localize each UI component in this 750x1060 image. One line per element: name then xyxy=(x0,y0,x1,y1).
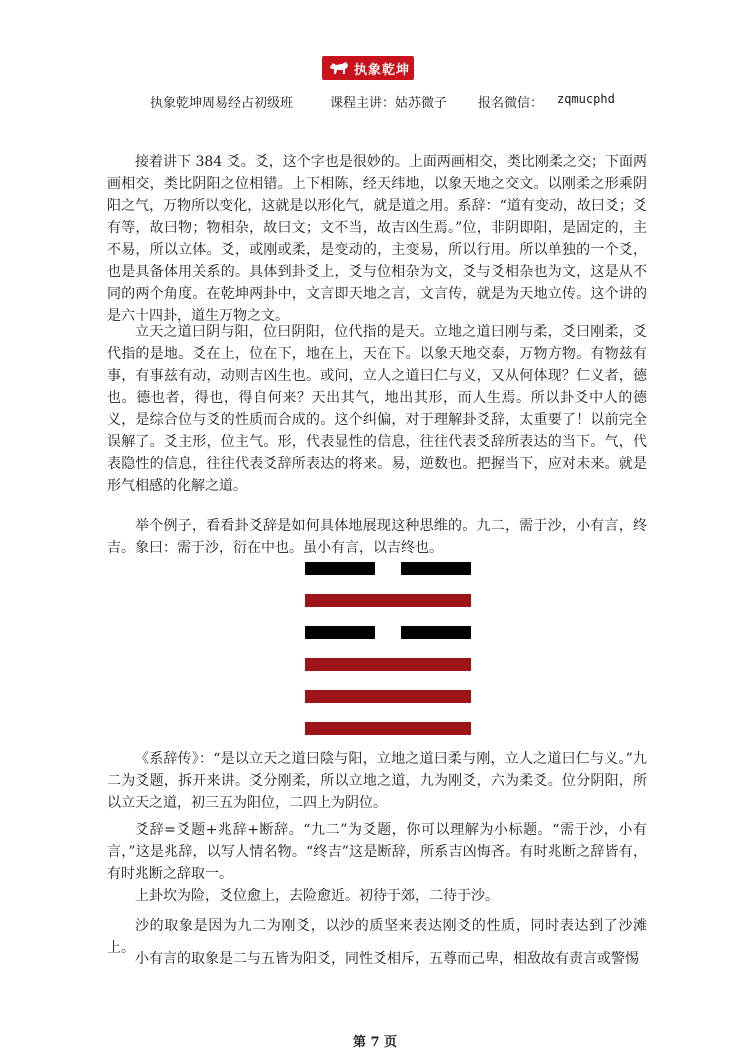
paragraph-2: 立天之道曰阴与阳，位曰阴阳，位代指的是天。立地之道曰刚与柔，爻曰刚柔，爻代指的是地。爻在上，位在下，地在上，天在下。以象天地交泰，万物方物。有物兹有事，有事兹有动，动则吉凶生也。或问，立人之道曰仁与义，又从何体现？仁义者，德也。德也者，得也，得自何来？天出其气，地出其形，而人生焉。所以卦爻中人的德义，是综合位与爻的性质而合成的。这个纠偏，对于理解卦爻辞，太重要了！以前完全误解了。爻主形，位主气。形，代表显性的信息，往往代表爻辞所表达的当下。气，代表隐性的信息，往往代表爻辞所表达的将来。易，逆数也。把握当下，应对未来。就是形气相感的化解之道。 xyxy=(107,324,647,494)
wechat-id: zqmucphd xyxy=(557,92,615,106)
paragraph-6: 上卦坎为险，爻位愈上，去险愈近。初待于郊，二待于沙。 xyxy=(135,888,499,904)
page-number: 第 7 页 xyxy=(352,1035,398,1050)
teacher-label: 课程主讲：姑苏微子 xyxy=(330,96,448,111)
logo-text: 执象乾坤 xyxy=(354,62,411,78)
hexagram-line-5-yang xyxy=(305,690,471,703)
paragraph-8: 小有言的取象是二与五皆为阳爻，同性爻相斥，五尊而己卑，相敌故有责言或警惕 xyxy=(135,951,639,967)
hexagram-line-2-yang xyxy=(305,594,471,607)
brand-logo xyxy=(322,56,414,80)
paragraph-5: 爻辞=爻题+兆辞+断辞。“九二”为爻题，你可以理解为小标题。“需于沙，小有言，”这是兆辞，以写人情名物。“终吉”这是断辞，所系吉凶悔吝。有时兆断之辞皆有，有时兆断之辞取一。 xyxy=(107,822,647,882)
page-header xyxy=(0,92,750,110)
hexagram-line-6-yang xyxy=(305,722,471,735)
course-title: 执象乾坤周易经占初级班 xyxy=(150,96,294,111)
paragraph-1: 接着讲下 384 爻。爻，这个字也是很妙的。上面两画相交，类比刚柔之交；下面两画相交，类比阴阳之位相错。上下相陈，经天纬地，以象天地之交文。以刚柔之形乘阴阳之气，万物所以变化，这就是以形化气，就是道之用。系辞：“道有变动，故曰爻；爻有等，故曰物；物相杂，故曰文；文不当，故吉凶生焉。”位，非阴即阳，是固定的，主不易，所以立体。爻，或刚或柔，是变动的，主变易，所以行用。所以单独的一个爻，也是具备体用关系的。具体到卦爻上，爻与位相杂为文，爻与爻相杂也为文，这是从不同的两个角度。在乾坤两卦中，文言即天地之言，文言传，就是为天地立传。这个讲的是六十四卦，道生万物之文。 xyxy=(107,154,647,324)
yin-segment-right xyxy=(401,626,471,639)
wechat-label: 报名微信： xyxy=(478,96,544,111)
paragraph-7: 沙的取象是因为九二为刚爻，以沙的质坚来表达刚爻的性质，同时表达到了沙滩上。 xyxy=(107,918,647,956)
paragraph-4: 《系辞传》：“是以立天之道曰陰与阳，立地之道曰柔与刚，立人之道曰仁与义。”九二为爻题，拆开来讲。爻分刚柔，所以立地之道，九为刚爻，六为柔爻。位分阴阳，所以立天之道，初三五为阳位，二四上为阴位。 xyxy=(107,751,647,811)
hexagram-line-1-yin xyxy=(305,562,471,575)
hexagram-figure xyxy=(305,562,471,742)
yin-segment-right xyxy=(401,562,471,575)
paragraph-3: 举个例子，看看卦爻辞是如何具体地展现这种思维的。九二，需于沙，小有言，终吉。象曰：需于沙，衍在中也。虽小有言，以吉终也。 xyxy=(107,518,647,556)
hexagram-line-3-yin xyxy=(305,626,471,639)
bull-icon xyxy=(328,59,350,77)
hexagram-line-4-yang xyxy=(305,658,471,671)
yin-segment-left xyxy=(305,562,375,575)
yin-segment-left xyxy=(305,626,375,639)
